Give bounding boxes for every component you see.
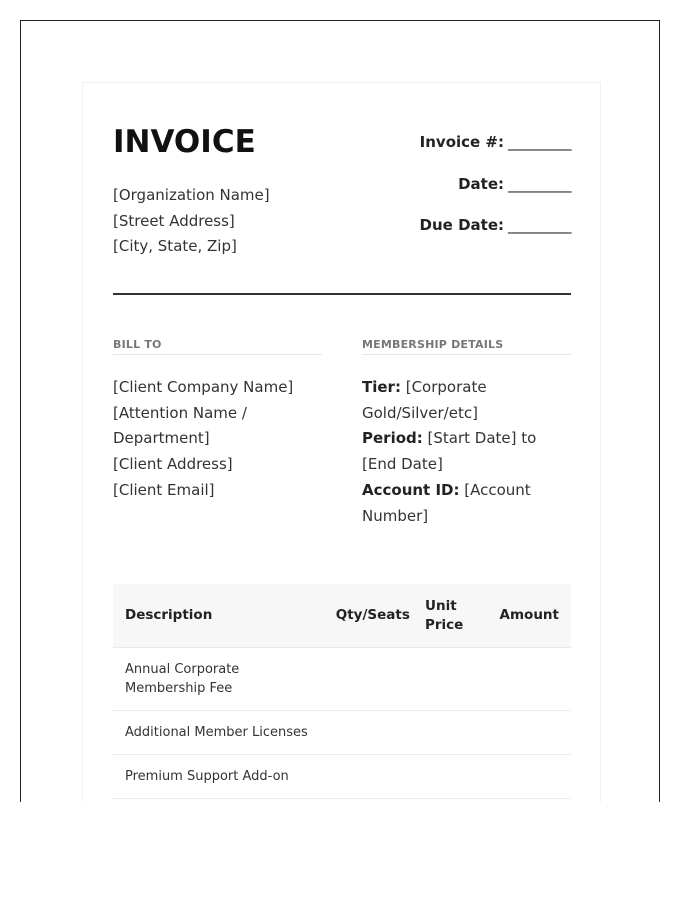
description-column-header: Description [113,584,326,648]
client-address: [Client Address] [113,455,233,474]
bill-to-heading: BILL TO [113,338,322,355]
period-label: Period: [362,429,423,448]
organization-name: [Organization Name] [113,186,270,204]
due-date-row [331,216,571,258]
line-items-header [113,584,571,648]
period-line [362,426,571,477]
row-description: Annual Corporate Membership Fee [113,648,326,711]
invoice-title: INVOICE [113,124,256,160]
membership-details-section [362,338,571,529]
due-date-blank: _________ [508,216,571,234]
account-id-line [362,478,571,529]
client-email: [Client Email] [113,480,215,499]
line-items-body [113,648,571,799]
row-amount [486,648,571,711]
invoice-date-blank: _________ [508,174,571,193]
table-row [113,648,571,711]
bill-to-body [113,375,322,504]
row-description: Premium Support Add-on [113,755,326,799]
client-attention: [Attention Name / Department] [113,403,247,448]
table-row [113,711,571,755]
document-frame [20,20,660,802]
membership-details-heading: MEMBERSHIP DETAILS [362,338,571,355]
invoice-date-row [331,175,571,217]
row-description: Additional Member Licenses [113,711,326,755]
account-id-value: [Account Number] [362,480,531,525]
tier-line [362,375,571,426]
tier-value: [Corporate Gold/Silver/etc] [362,378,487,422]
row-unit-price [415,755,486,799]
row-unit-price [415,648,486,711]
invoice-page [82,82,601,802]
period-value: [Start Date] to [End Date] [362,429,537,474]
client-company-name: [Client Company Name] [113,378,294,396]
row-unit-price [415,711,486,755]
organization-street: [Street Address] [113,211,235,230]
table-row [113,755,571,799]
tier-label: Tier: [362,378,401,396]
membership-details-body [362,375,571,529]
invoice-meta [331,133,571,258]
row-qty [326,755,415,799]
account-id-label: Account ID: [362,480,460,499]
line-items-table [113,584,571,799]
organization-block [113,183,353,260]
bill-to-section [113,338,322,504]
qty-column-header: Qty/Seats [326,584,415,648]
due-date-label: Due Date: [419,216,504,234]
row-amount [486,711,571,755]
table-header-row [113,584,571,648]
row-qty [326,648,415,711]
invoice-date-label: Date: [458,174,504,193]
invoice-number-blank: _________ [508,133,571,151]
row-qty [326,711,415,755]
invoice-number-row [331,133,571,175]
header-divider [113,293,571,295]
amount-column-header: Amount [486,584,571,648]
organization-city-state-zip: [City, State, Zip] [113,237,237,255]
invoice-number-label: Invoice #: [419,133,504,151]
row-amount [486,755,571,799]
unit-price-column-header: Unit Price [415,584,486,648]
